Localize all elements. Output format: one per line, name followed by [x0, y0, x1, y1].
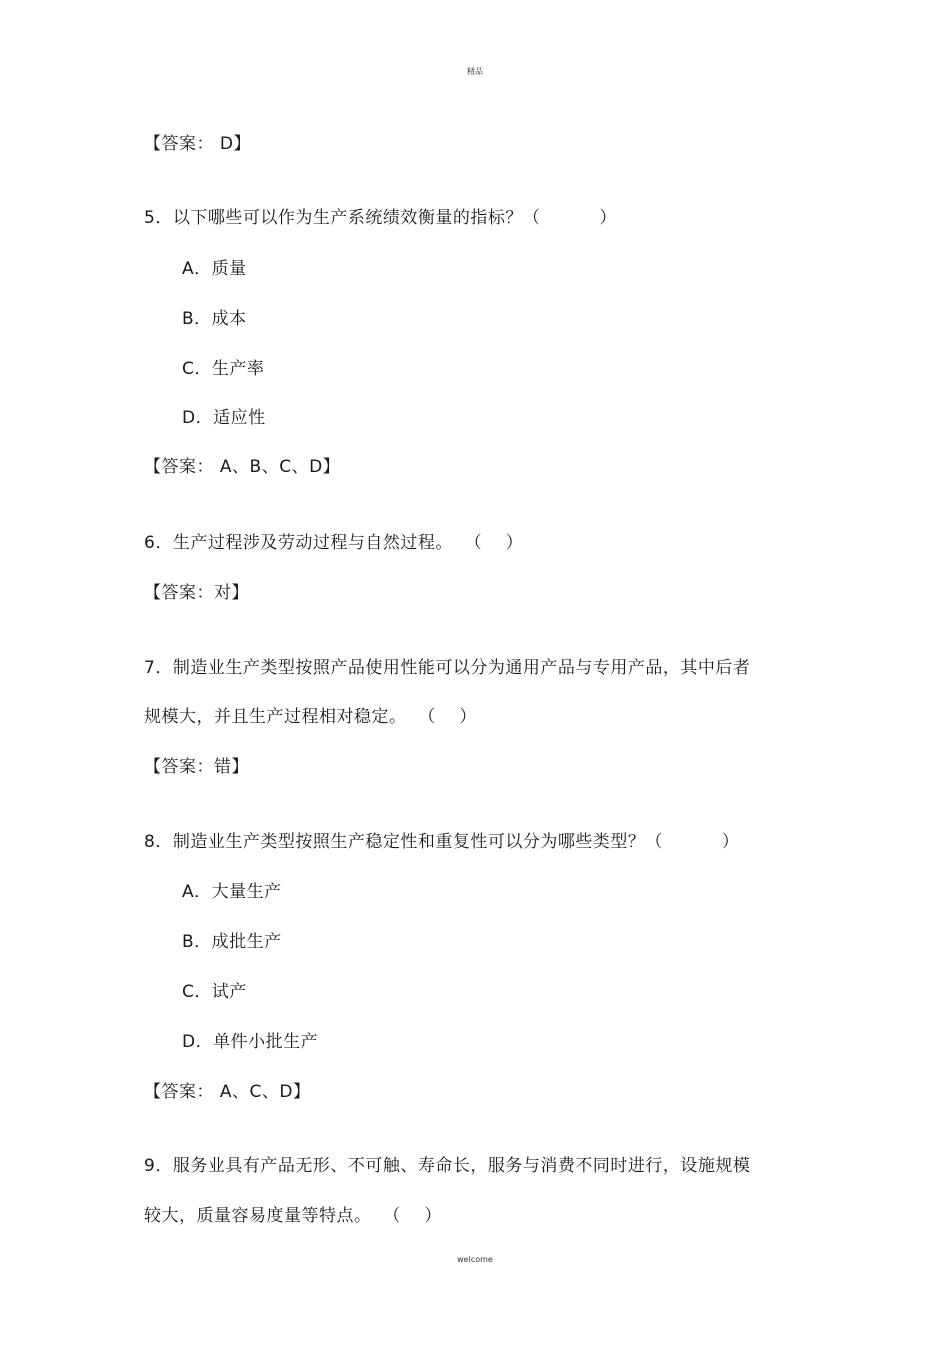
question-5: 5．以下哪些可以作为生产系统绩效衡量的指标？（ ） — [144, 208, 617, 228]
q8-option-b: B．成批生产 — [182, 932, 282, 952]
answer-7: 【答案：错】 — [144, 757, 249, 777]
q8-option-c: C．试产 — [182, 982, 247, 1002]
question-9-line-1: 9．服务业具有产品无形、不可触、寿命长，服务与消费不同时进行，设施规模 — [144, 1156, 751, 1176]
page-header: 精品 — [467, 67, 483, 76]
answer-6: 【答案：对】 — [144, 583, 249, 603]
page-footer: welcome — [457, 1255, 493, 1264]
question-9-line-2: 较大，质量容易度量等特点。 （ ） — [144, 1206, 442, 1226]
answer-4: 【答案： D】 — [144, 134, 251, 154]
answer-5: 【答案： A、B、C、D】 — [144, 457, 341, 477]
question-7-line-2: 规模大，并且生产过程相对稳定。 （ ） — [144, 707, 477, 727]
question-7-line-1: 7．制造业生产类型按照产品使用性能可以分为通用产品与专用产品，其中后者 — [144, 658, 751, 678]
q5-option-b: B．成本 — [182, 309, 247, 329]
q5-option-a: A．质量 — [182, 259, 247, 279]
answer-8: 【答案： A、C、D】 — [144, 1082, 311, 1102]
question-8: 8．制造业生产类型按照生产稳定性和重复性可以分为哪些类型？（ ） — [144, 832, 740, 852]
question-6: 6．生产过程涉及劳动过程与自然过程。 （ ） — [144, 533, 524, 553]
q8-option-d: D．单件小批生产 — [182, 1032, 319, 1052]
q8-option-a: A．大量生产 — [182, 882, 282, 902]
q5-option-c: C．生产率 — [182, 359, 265, 379]
q5-option-d: D．适应性 — [182, 408, 266, 428]
